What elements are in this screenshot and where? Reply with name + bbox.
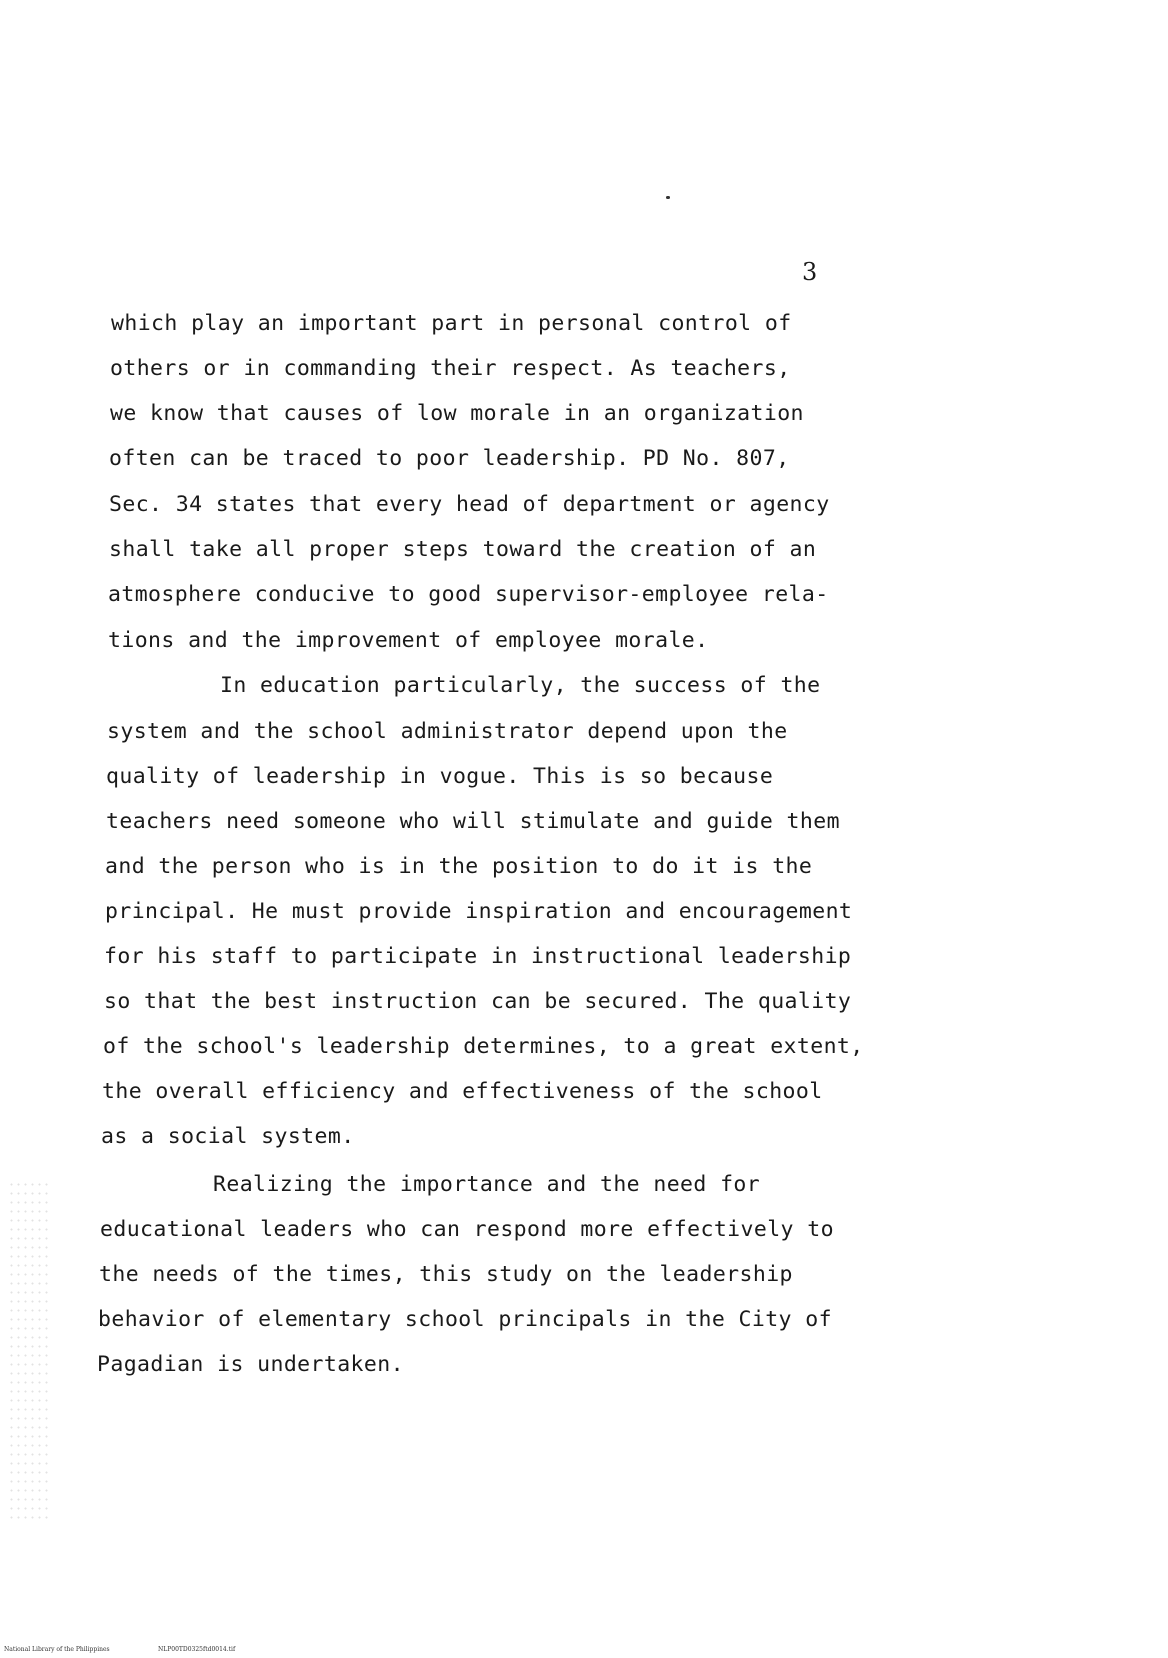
text-line: behavior of elementary school principals in the City of xyxy=(98,1307,832,1332)
text-line: Pagadian is undertaken. xyxy=(97,1352,404,1377)
stray-ink-mark xyxy=(666,196,670,199)
page-number: 3 xyxy=(802,258,818,286)
text-line: principal. He must provide inspiration and encouragement xyxy=(105,899,853,924)
footer-file-id: NLP00TD0325ftd0014.tif xyxy=(158,1646,236,1653)
text-line: atmosphere conducive to good supervisor-employee rela- xyxy=(108,582,829,607)
text-line: we know that causes of low morale in an organization xyxy=(110,401,804,426)
text-line: often can be traced to poor leadership. PD No. 807, xyxy=(109,446,790,471)
text-line: for his staff to participate in instructional leadership xyxy=(104,944,852,969)
text-line: others or in commanding their respect. As teachers, xyxy=(110,356,791,381)
scan-speckle xyxy=(8,1180,48,1520)
text-line: tions and the improvement of employee morale. xyxy=(108,628,709,653)
text-line: the needs of the times, this study on the leadership xyxy=(99,1262,793,1287)
text-line: the overall efficiency and effectiveness of the school xyxy=(102,1079,823,1104)
text-line: which play an important part in personal control of xyxy=(111,311,792,336)
text-line: quality of leadership in vogue. This is so because xyxy=(106,764,774,789)
footer-library-name: National Library of the Philippines xyxy=(4,1646,110,1653)
text-line: Sec. 34 states that every head of department or agency xyxy=(109,492,830,517)
text-line: so that the best instruction can be secured. The quality xyxy=(104,989,852,1014)
text-line: system and the school administrator depend upon the xyxy=(107,719,788,744)
text-line: as a social system. xyxy=(101,1124,355,1149)
text-line: Realizing the importance and the need for xyxy=(213,1172,761,1197)
text-line: of the school's leadership determines, to a great extent, xyxy=(103,1034,864,1059)
text-line: and the person who is in the position to do it is the xyxy=(105,854,813,879)
text-line: shall take all proper steps toward the creation of an xyxy=(109,537,817,562)
text-line: In education particularly, the success of the xyxy=(220,673,821,698)
text-line: teachers need someone who will stimulate and guide them xyxy=(106,809,840,834)
text-line: educational leaders who can respond more effectively to xyxy=(100,1217,834,1242)
